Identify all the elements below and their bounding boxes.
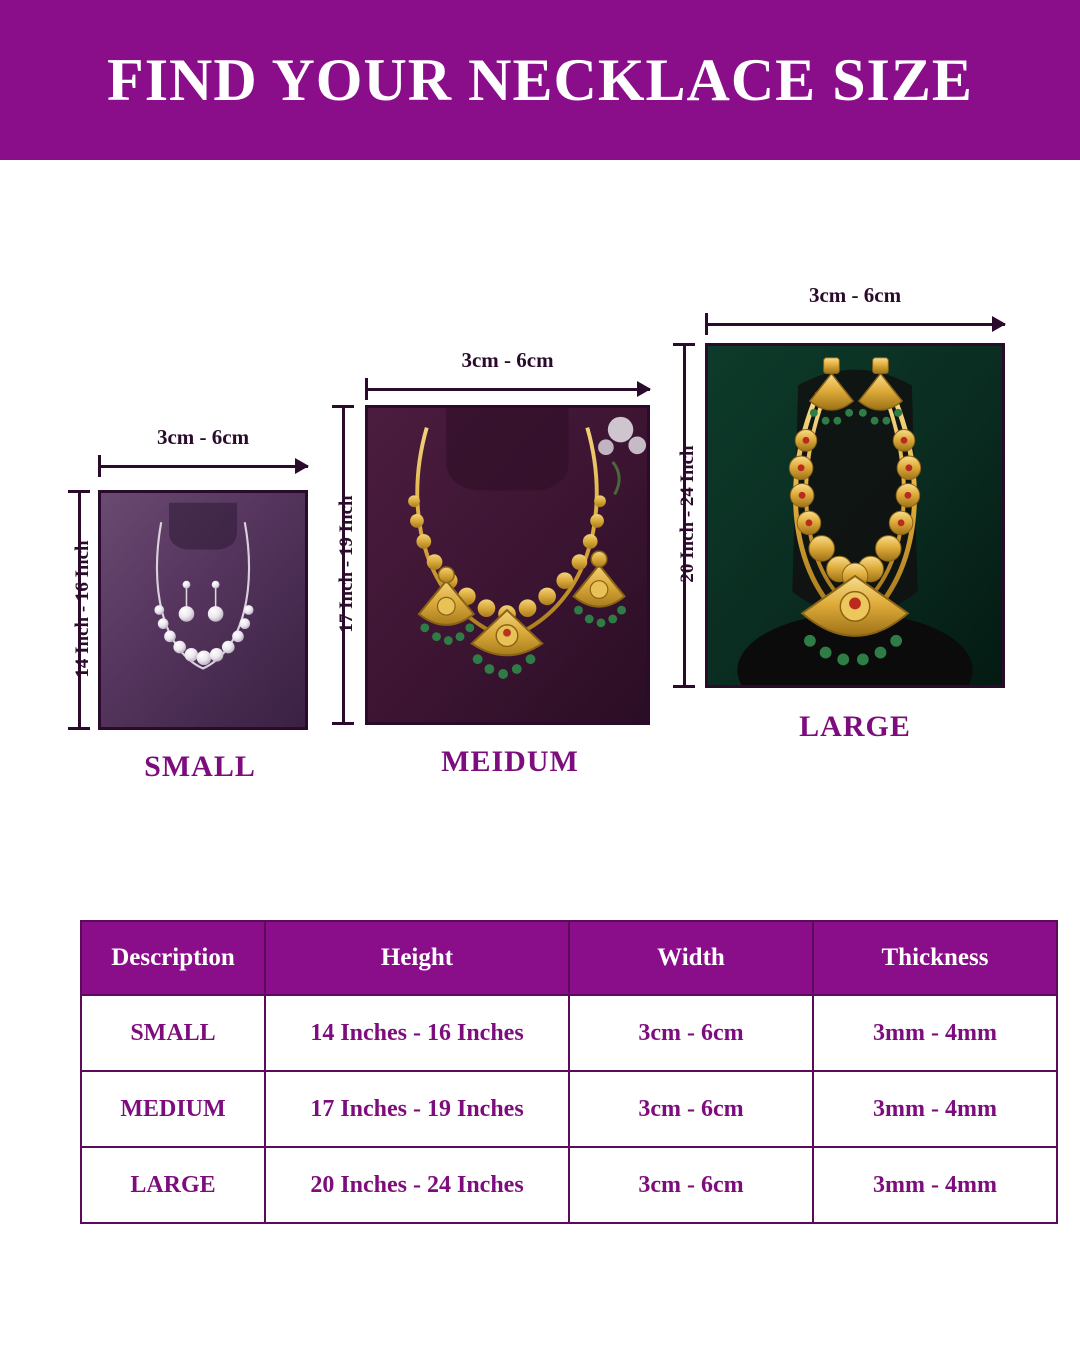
large-card-label: LARGE (799, 710, 911, 743)
cell-description: LARGE (81, 1147, 265, 1223)
cell-width: 3cm - 6cm (569, 995, 813, 1071)
large-width-arrow (705, 283, 1005, 335)
cell-width: 3cm - 6cm (569, 1147, 813, 1223)
medium-necklace-illustration (368, 408, 647, 722)
size-card-large (655, 283, 1025, 805)
medium-necklace-image (365, 405, 650, 725)
cell-width: 3cm - 6cm (569, 1071, 813, 1147)
small-necklace-image (98, 490, 308, 730)
size-card-medium (320, 348, 670, 800)
small-height-arrow (68, 490, 93, 730)
large-height-label: 20 Inch - 24 Inch (677, 445, 698, 583)
medium-card-label: MEIDUM (441, 745, 579, 778)
cell-thickness: 3mm - 4mm (813, 995, 1057, 1071)
large-height-arrow (673, 343, 698, 688)
column-header-width: Width (569, 921, 813, 995)
large-width-label: 3cm - 6cm (808, 283, 902, 307)
cell-height: 14 Inches - 16 Inches (265, 995, 569, 1071)
column-header-thickness: Thickness (813, 921, 1057, 995)
cell-thickness: 3mm - 4mm (813, 1147, 1057, 1223)
medium-width-arrow (365, 348, 650, 400)
medium-height-arrow (332, 405, 357, 725)
large-necklace-image (705, 343, 1005, 688)
table-row (81, 995, 1057, 1071)
large-necklace-illustration (708, 346, 1002, 685)
small-width-arrow (98, 425, 308, 477)
size-card-small (60, 425, 320, 800)
size-chart-table (80, 920, 1058, 1224)
cell-thickness: 3mm - 4mm (813, 1071, 1057, 1147)
column-header-height: Height (265, 921, 569, 995)
medium-height-label: 17 Inch - 19 Inch (336, 495, 357, 633)
small-height-label: 14 Inch - 16 Inch (72, 540, 93, 678)
medium-width-label: 3cm - 6cm (461, 348, 554, 372)
small-width-label: 3cm - 6cm (156, 425, 250, 449)
cell-description: SMALL (81, 995, 265, 1071)
table-row (81, 1071, 1057, 1147)
page-title: FIND YOUR NECKLACE SIZE (107, 46, 973, 113)
cell-height: 17 Inches - 19 Inches (265, 1071, 569, 1147)
cell-height: 20 Inches - 24 Inches (265, 1147, 569, 1223)
table-row (81, 1147, 1057, 1223)
cell-description: MEDIUM (81, 1071, 265, 1147)
table-header-row (81, 921, 1057, 995)
size-cards-section (0, 160, 1080, 870)
small-necklace-illustration (101, 493, 305, 727)
header-banner (0, 0, 1080, 160)
column-header-description: Description (81, 921, 265, 995)
small-card-label: SMALL (144, 750, 256, 783)
